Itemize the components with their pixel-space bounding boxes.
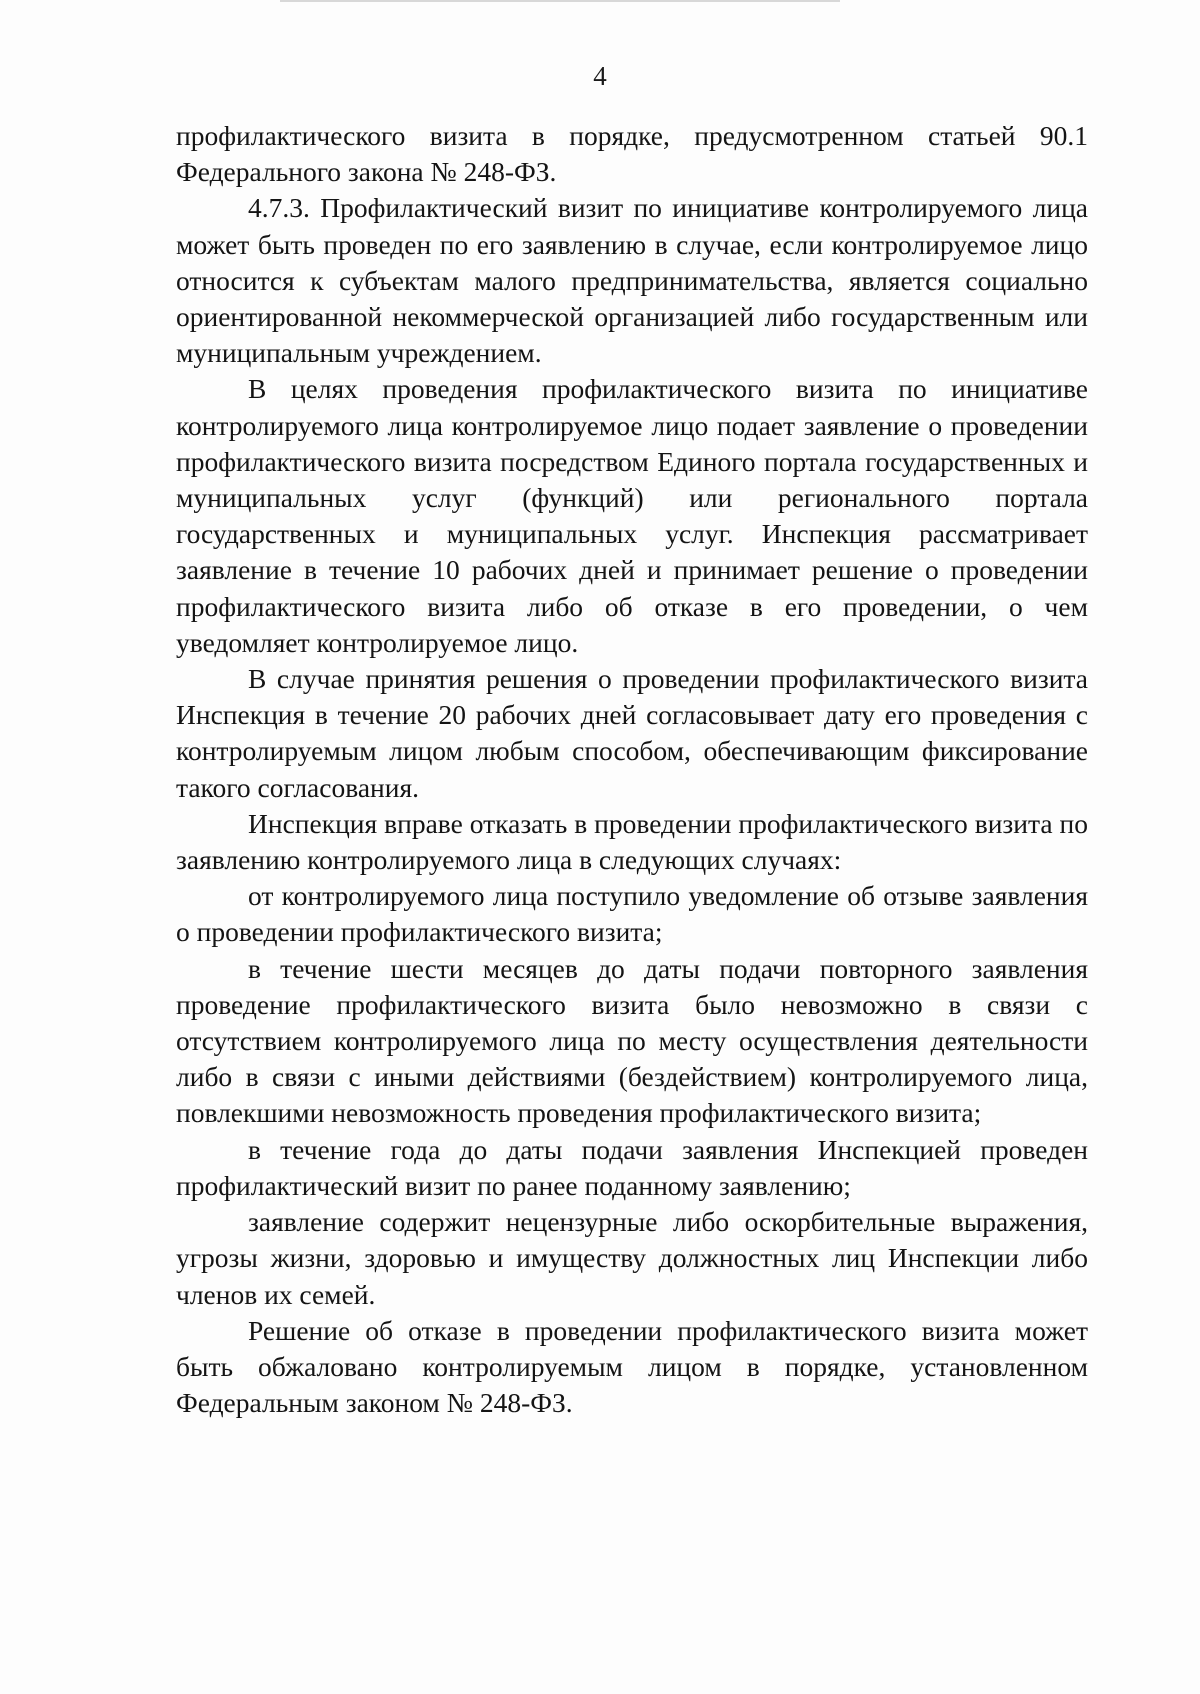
paragraph-refusal-case-3: в течение года до даты подачи заявления Инспекцией проведен профилактический визит по ранее поданному заявлению; bbox=[176, 1133, 1088, 1201]
paragraph-application-procedure: В целях проведения профилактического визита по инициативе контролируемого лица контролируемое лицо подает заявление о проведении профилактического визита посредством Единого портала государственных и муниципальных услуг (функций) или регионального портала государственных и муниципальных услуг. Инспекция рассматривает заявление в течение 10 рабочих дней и принимает решение о проведении профилактического визита либо об отказе в его проведении, о чем уведомляет контролируемое лицо. bbox=[176, 373, 1088, 658]
paragraph-refusal-case-1: от контролируемого лица поступило уведомление об отзыве заявления о проведении профилактического визита; bbox=[176, 880, 1088, 948]
paragraph-date-agreement: В случае принятия решения о проведении профилактического визита Инспекция в течение 20 рабочих дней согласовывает дату его проведения с контролируемым лицом любым способом, обеспечивающим фиксирование такого согласования. bbox=[176, 663, 1088, 803]
paragraph-appeal: Решение об отказе в проведении профилактического визита может быть обжаловано контролируемым лицом в порядке, установленном Федеральным законом № 248-ФЗ. bbox=[176, 1314, 1088, 1419]
paragraph-refusal-case-2: в течение шести месяцев до даты подачи повторного заявления проведение профилактического визита было невозможно в связи с отсутствием контролируемого лица по месту осуществления деятельности либо в связи с иными действиями (бездействием) контролируемого лица, повлекшими невозможность проведения профилактического визита; bbox=[176, 952, 1088, 1129]
page-number: 4 bbox=[593, 61, 607, 91]
scan-top-edge bbox=[280, 0, 840, 2]
paragraph-refusal-grounds: Инспекция вправе отказать в проведении профилактического визита по заявлению контролируемого лица в следующих случаях: bbox=[176, 807, 1088, 876]
document-body bbox=[176, 118, 1088, 1421]
paragraph-refusal-case-4: заявление содержит нецензурные либо оскорбительные выражения, угрозы жизни, здоровью и имуществу должностных лиц Инспекции либо членов их семей. bbox=[176, 1206, 1088, 1310]
paragraph-4-7-3: 4.7.3. Профилактический визит по инициативе контролируемого лица может быть проведен по его заявлению в случае, если контролируемое лицо относится к субъектам малого предпринимательства, является социально ориентированной некоммерческой организацией либо государственным или муниципальным учреждением. bbox=[176, 192, 1088, 369]
paragraph-continuation: профилактического визита в порядке, предусмотренном статьей 90.1 Федерального закона № 248-ФЗ. bbox=[176, 120, 1088, 188]
